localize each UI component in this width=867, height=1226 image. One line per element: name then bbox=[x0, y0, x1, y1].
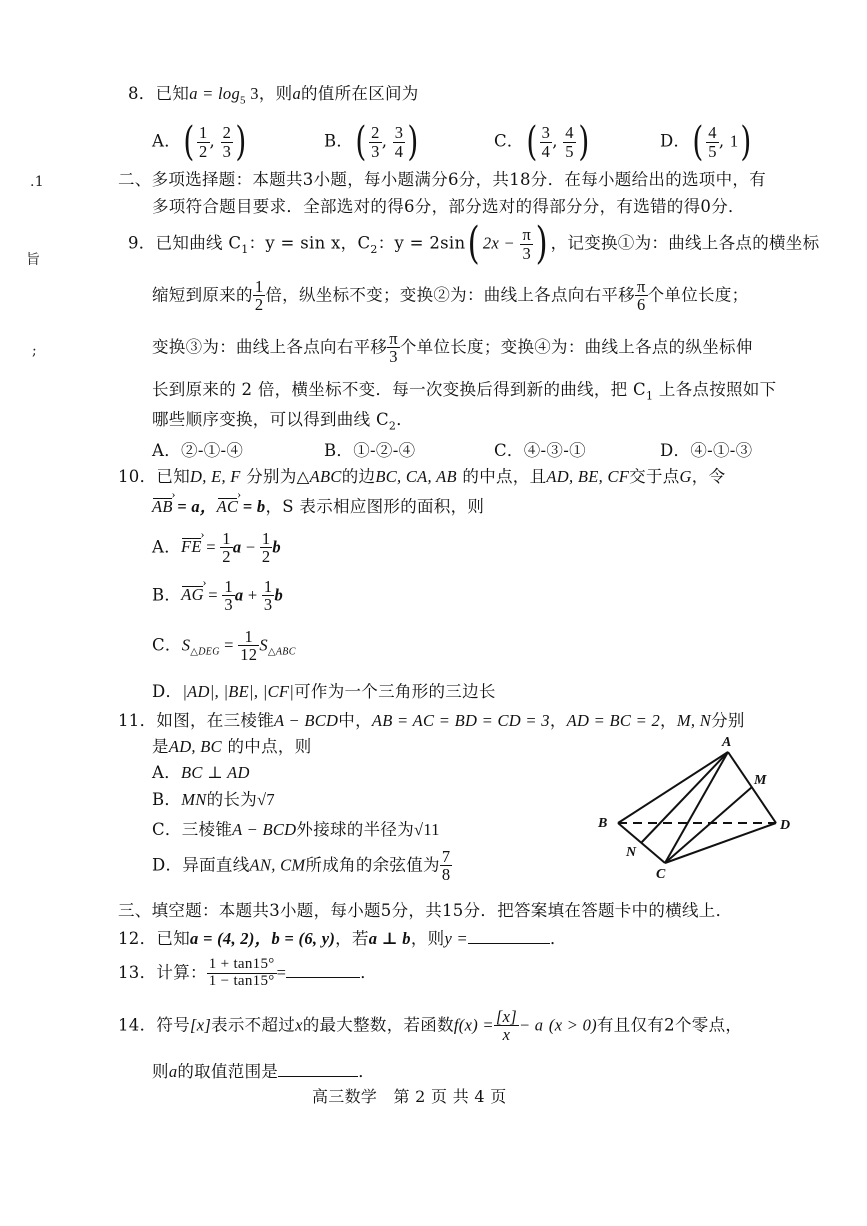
q11-option-c[interactable]: C．三棱锥A − BCD外接球的半径为√11 bbox=[152, 820, 440, 839]
q9-option-b[interactable]: B．①-②-④ bbox=[324, 441, 416, 460]
section2-line2: 多项符合题目要求．全部选对的得6分，部分选对的得部分分，有选错的得0分． bbox=[152, 197, 745, 216]
label-d: D bbox=[780, 818, 791, 833]
q8-option-c[interactable]: C．( $\frac{3}{4}$ , $\frac{4}{5}$ ) bbox=[494, 119, 590, 165]
label-a: A bbox=[722, 735, 732, 750]
section2-line1: 二、多项选择题：本题共3小题，每小题满分6分，共18分．在每小题给出的选项中，有 bbox=[118, 170, 766, 189]
q9-option-c[interactable]: C．④-③-① bbox=[494, 441, 586, 460]
q10-option-b[interactable]: B．AG › = $\frac{1}{3}$ a + $\frac{1}{3}$ b bbox=[152, 578, 283, 614]
q10-option-c[interactable]: C．$S_{\triangle DEG}$ = $\frac{1}{12}$ $S_{\triangle ABC}$ bbox=[152, 627, 296, 665]
q9-line4: 长到原来的 2 倍，横坐标不变．每一次变换后得到新的曲线，把 $C_1$ 上各点按照如下 bbox=[152, 380, 777, 403]
q10-option-a[interactable]: A．FE › = $\frac{1}{2}$ a − $\frac{1}{2}$ b bbox=[152, 530, 281, 566]
q11-option-d[interactable]: D．异面直线AN, CM所成角的余弦值为 $\frac{7}{8}$ bbox=[152, 847, 451, 885]
q9-line1: 9．已知曲线 $C_1$：y = sin x，$C_2$：y = 2sin( 2x − $\frac{\pi}{3}$ ) ，记变换①为：曲线上各点的横坐标 bbox=[128, 218, 820, 269]
q14-line1: 14．符号[x]表示不超过x的最大整数，若函数f(x) = $\frac{[x]}{x}$ − a (x > 0)有且仅有2个零点， bbox=[118, 1007, 743, 1045]
label-n: N bbox=[626, 845, 637, 860]
q8-option-a[interactable]: A．( $\frac{1}{2}$ , $\frac{2}{3}$ ) bbox=[152, 119, 247, 165]
q8-options bbox=[152, 112, 752, 165]
edge-cd bbox=[665, 823, 776, 863]
q13-answer-blank[interactable] bbox=[286, 964, 360, 978]
q14-answer-blank[interactable] bbox=[278, 1063, 358, 1077]
margin-mark-1: .1 bbox=[30, 174, 44, 190]
page-footer: 高三数学 第 2 页 共 4 页 bbox=[312, 1087, 507, 1106]
q8-stem: 8．已知$a = \log_5 3$，则a的值所在区间为 bbox=[128, 84, 419, 107]
q9-option-d[interactable]: D．④-①-③ bbox=[660, 441, 753, 460]
margin-mark-2: 旨 bbox=[26, 252, 41, 268]
q13: 13．计算： $\frac{1 + \tan 15^\circ}{1 - \tan 15^\circ}$ = ． bbox=[118, 956, 378, 989]
q9-option-a[interactable]: A．②-①-④ bbox=[152, 441, 244, 460]
q12: 12．已知a = (4, 2)，b = (6, y)，若a ⊥ b，则y = ． bbox=[118, 929, 567, 948]
segment-cm bbox=[665, 787, 752, 863]
q11-line2: 是AD, BC 的中点，则 bbox=[152, 737, 312, 756]
q8-option-b[interactable]: B．( $\frac{2}{3}$ , $\frac{3}{4}$ ) bbox=[324, 119, 419, 165]
q11-option-a[interactable]: A．BC ⊥ AD bbox=[152, 763, 250, 782]
q10-line1: 10．已知D, E, F 分别为△ABC的边BC, CA, AB 的中点，且AD, BE, CF交于点G，令 bbox=[118, 467, 726, 486]
q10-option-d[interactable]: D．|AD|, |BE|, |CF|可作为一个三角形的三边长 bbox=[152, 682, 496, 701]
tetrahedron-figure bbox=[590, 730, 805, 880]
q11-option-b[interactable]: B．MN的长为√7 bbox=[152, 790, 275, 809]
q8-option-d[interactable]: D．( $\frac{4}{5}$ , 1) bbox=[660, 119, 752, 165]
section3-heading: 三、填空题：本题共3小题，每小题5分，共15分．把答案填在答题卡中的横线上． bbox=[118, 901, 733, 920]
label-c: C bbox=[656, 867, 666, 880]
label-b: B bbox=[598, 816, 608, 831]
q10-line2: AB › = a，AC › = b，S 表示相应图形的面积，则 bbox=[152, 493, 484, 517]
q12-answer-blank[interactable] bbox=[468, 930, 550, 944]
q14-line2: 则a的取值范围是 ． bbox=[152, 1062, 375, 1081]
label-m: M bbox=[754, 773, 767, 788]
q9-line5: 哪些顺序变换，可以得到曲线 $C_2$． bbox=[152, 410, 413, 433]
edge-ab bbox=[618, 752, 728, 823]
q9-line2: 缩短到原来的 $\frac{1}{2}$ 倍，纵坐标不变；变换②为：曲线上各点向右平移 $\frac{\pi}{6}$ 个单位长度； bbox=[152, 277, 749, 315]
q9-line3: 变换③为：曲线上各点向右平移 $\frac{\pi}{3}$ 个单位长度；变换④为：曲线上各点的纵坐标伸 bbox=[152, 329, 753, 367]
margin-mark-3: ; bbox=[32, 343, 38, 359]
q11-line1: 11．如图，在三棱锥A − BCD中，AB = AC = BD = CD = 3，AD = BC = 2，M, N分别 bbox=[118, 711, 745, 730]
